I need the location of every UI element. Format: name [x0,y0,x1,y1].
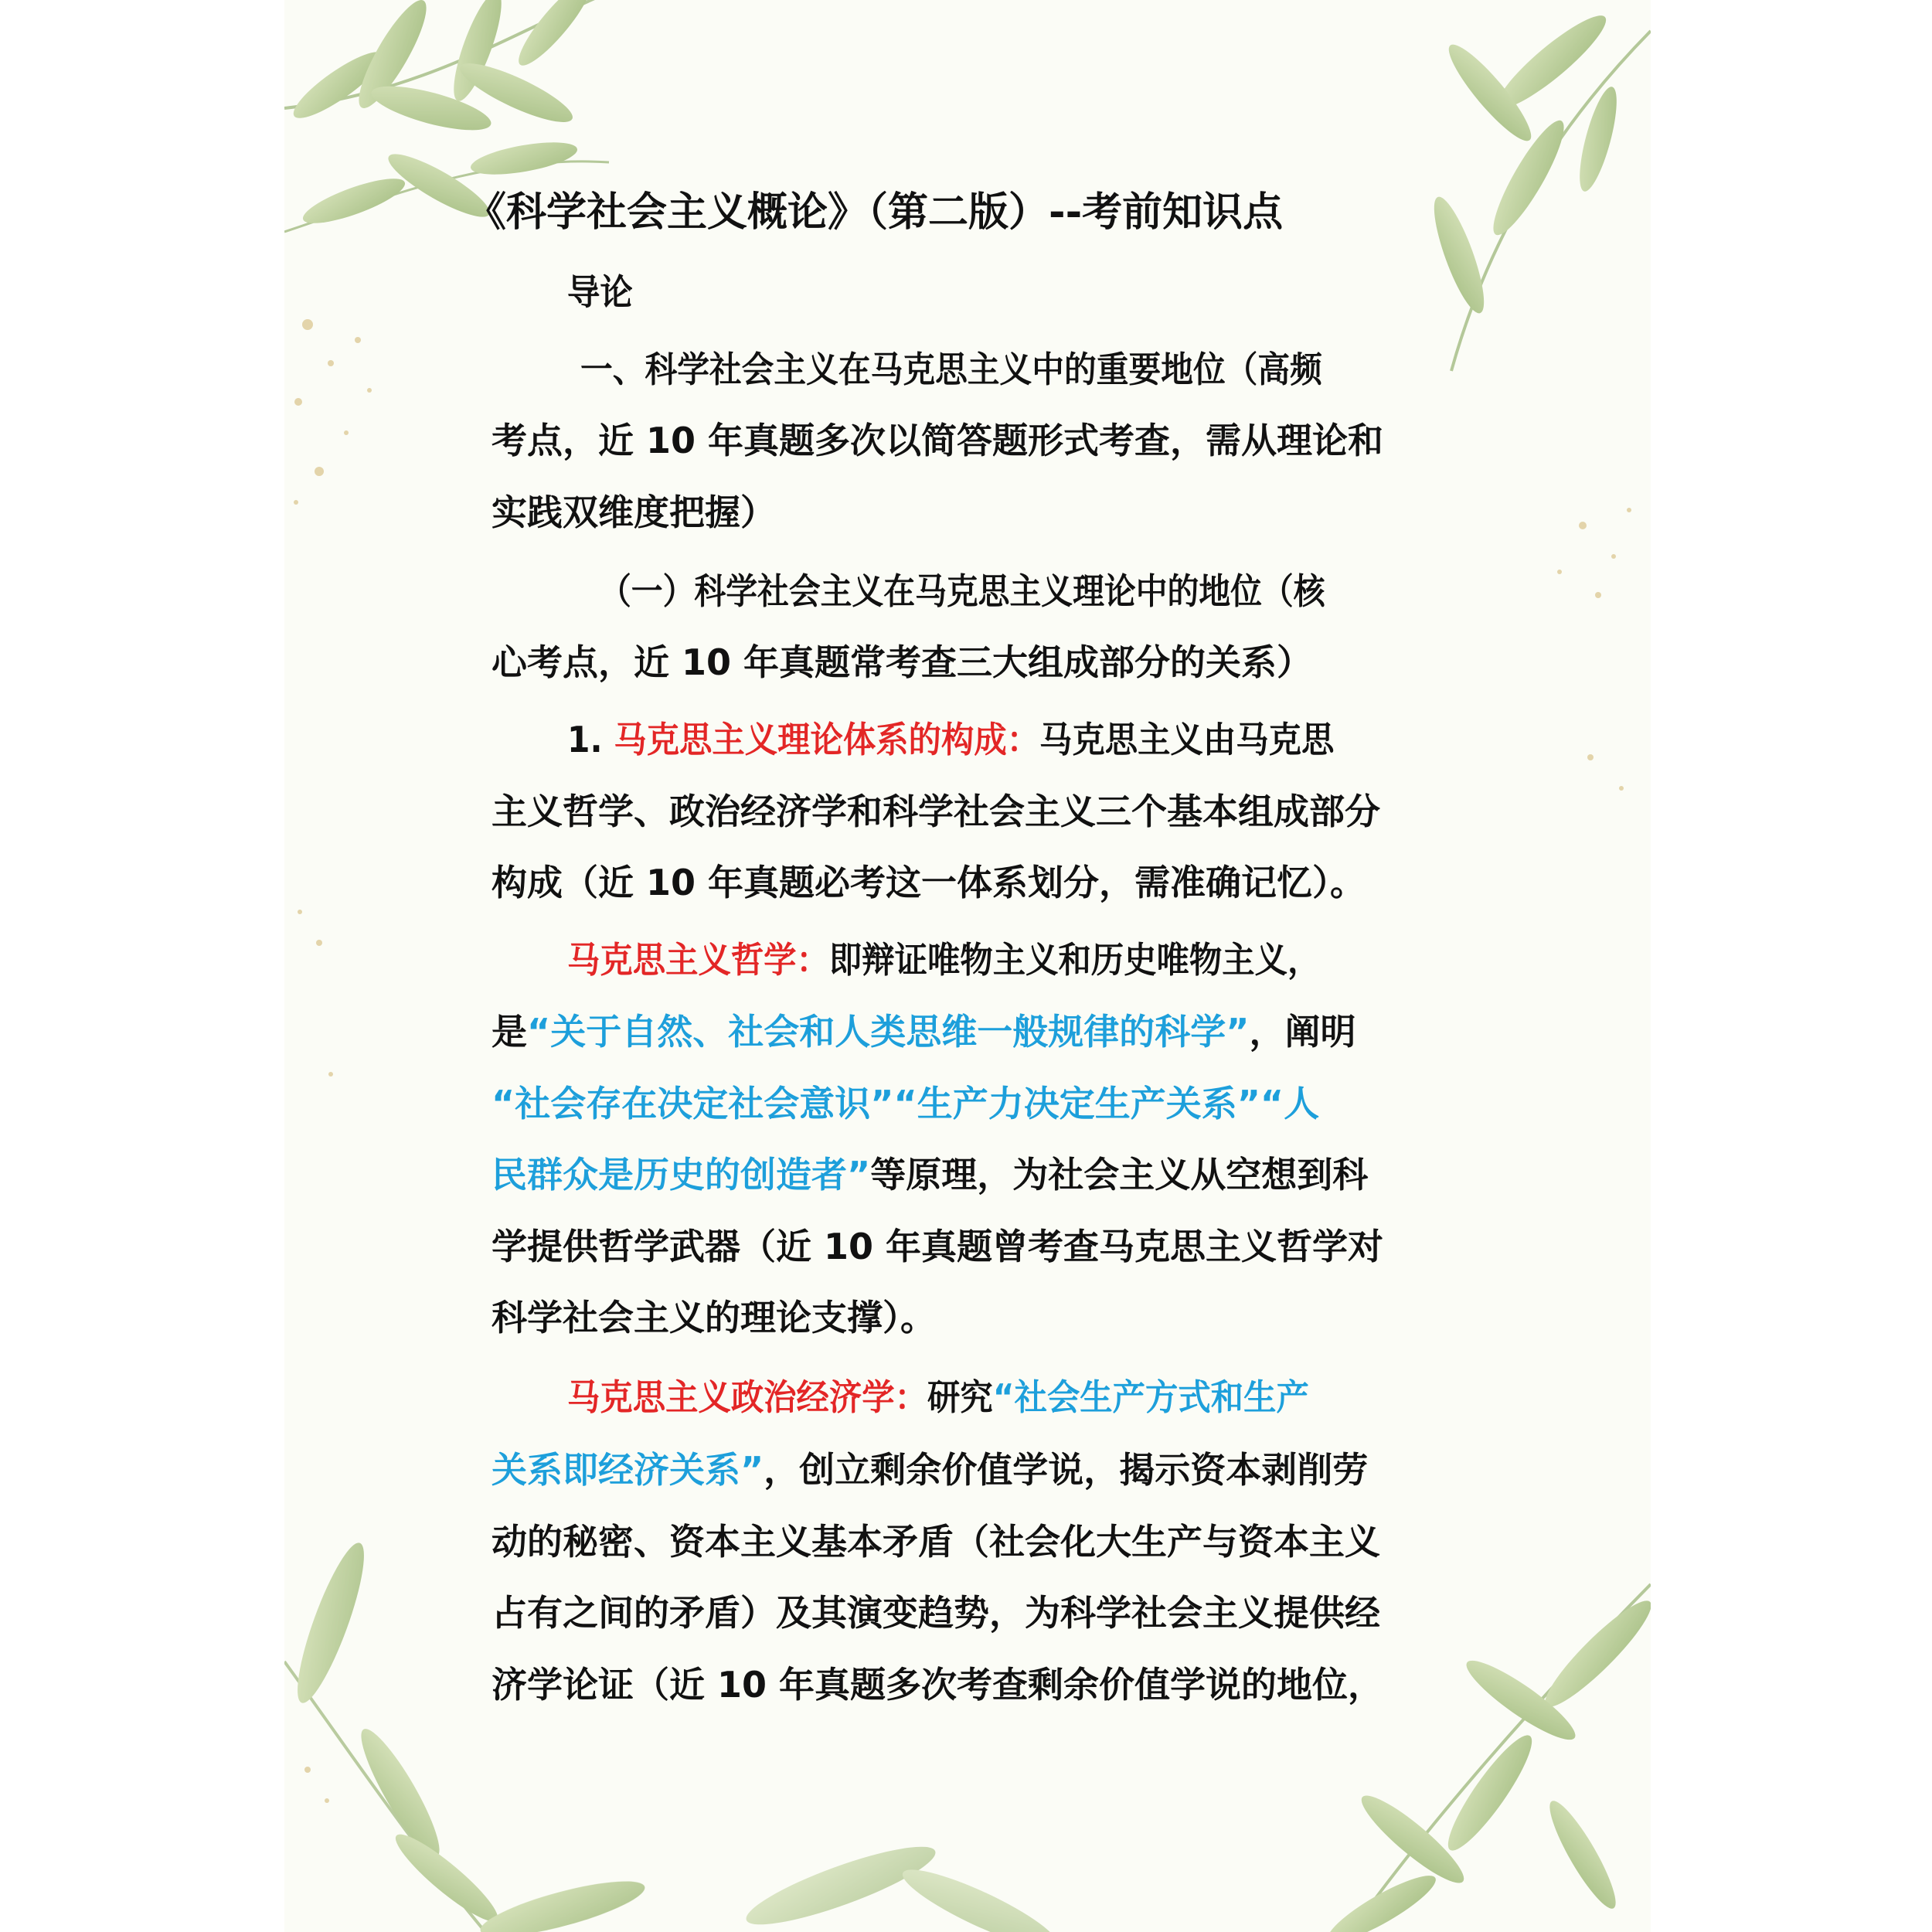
item-number: 1. [567,719,603,760]
section-heading-line: 实践双维度把握） [492,492,776,533]
philosophy-text: 即辩证唯物主义和历史唯物主义， [828,939,1321,981]
philosophy-line [492,1009,1450,1055]
economics-text: ，创立剩余价值学说，揭示资本剥削劳 [764,1449,1369,1491]
economics-line: 占有之间的矛盾）及其演变趋势，为科学社会主义提供经 [492,1592,1380,1634]
item-line: 构成（近 10 年真题必考这一体系划分，需准确记忆）。 [492,862,1366,903]
economics-label: 马克思主义政治经济学： [567,1376,928,1418]
subsection-heading-line: 心考点，近 10 年真题常考查三大组成部分的关系） [492,641,1313,683]
economics-line: 动的秘密、资本主义基本矛盾（社会化大生产与资本主义 [492,1521,1380,1563]
item-label: 马克思主义理论体系的构成： [614,719,1040,760]
item-line [567,716,1450,763]
item-line: 主义哲学、政治经济学和科学社会主义三个基本组成部分 [492,791,1380,832]
philosophy-line [567,937,1450,983]
philosophy-quote: “关于自然、社会和人类思维一般规律的科学” [527,1011,1250,1053]
economics-quote: “社会生产方式和生产 [992,1376,1309,1418]
economics-text: 研究 [927,1376,993,1418]
economics-quote: 关系即经济关系” [492,1449,764,1491]
philosophy-line: 学提供哲学武器（近 10 年真题曾考查马克思主义哲学对 [492,1226,1384,1267]
philosophy-quote-line: “社会存在决定社会意识”“生产力决定生产关系”“人 [492,1083,1320,1124]
item-text: 马克思主义由马克思 [1039,719,1335,760]
economics-line [567,1374,1450,1420]
philosophy-line: 科学社会主义的理论支撑）。 [492,1297,936,1338]
philosophy-text: ，阐明 [1249,1011,1356,1053]
philosophy-label: 马克思主义哲学： [567,939,829,981]
philosophy-text: 是 [492,1011,527,1053]
subsection-heading-line: （一）科学社会主义在马克思主义理论中的地位（核 [600,570,1325,612]
section-heading-line: 考点，近 10 年真题多次以简答题形式考查，需从理论和 [492,420,1384,461]
philosophy-text: 等原理，为社会主义从空想到科 [870,1154,1369,1196]
economics-line [492,1447,1450,1493]
intro-heading: 导论 [567,271,633,313]
philosophy-quote: 民群众是历史的创造者” [492,1154,871,1196]
document-title: 《科学社会主义概论》（第二版）--考前知识点 [466,189,1284,236]
section-heading-line: 一、科学社会主义在马克思主义中的重要地位（高频 [580,349,1322,390]
philosophy-line [492,1151,1450,1198]
document-page [284,0,1651,1932]
economics-line: 济学论证（近 10 年真题多次考查剩余价值学说的地位， [492,1664,1384,1706]
